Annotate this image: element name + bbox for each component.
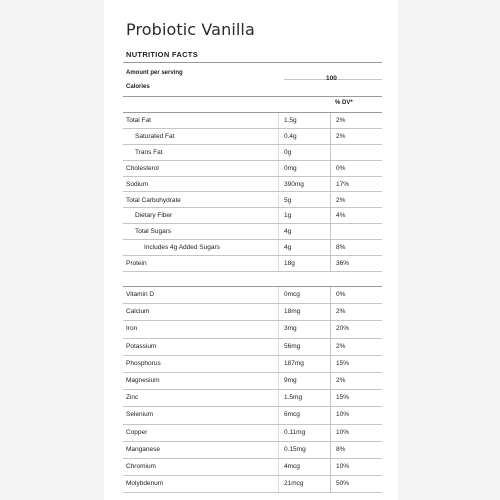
nutrient-name: Selenium [126, 411, 154, 419]
divider [123, 62, 382, 63]
column-divider [278, 356, 279, 373]
nutrient-amount: 187mg [284, 359, 304, 367]
column-divider [278, 390, 279, 407]
nutrient-row [123, 407, 382, 424]
nutrient-name: Copper [126, 428, 148, 436]
column-divider [278, 459, 279, 476]
nutrient-name: Saturated Fat [135, 132, 175, 140]
nutrient-name: Calcium [126, 308, 150, 316]
nutrient-amount: 1.5mg [284, 394, 303, 402]
column-divider [278, 161, 279, 177]
nutrient-amount: 21mcg [284, 480, 304, 488]
nutrient-amount: 4mcg [284, 463, 300, 470]
calories-value: 100 [326, 75, 337, 82]
nutrient-row [123, 177, 382, 193]
column-divider [330, 356, 331, 373]
column-divider [330, 287, 331, 304]
nutrient-daily-value: 8% [336, 445, 346, 453]
nutrient-daily-value: 2% [336, 377, 346, 384]
nutrient-amount: 0.15mg [284, 445, 306, 453]
nutrient-name: Iron [126, 325, 138, 333]
row-divider [123, 492, 382, 493]
nutrient-daily-value: 10% [336, 428, 350, 436]
column-divider [278, 145, 279, 161]
column-divider [330, 321, 331, 338]
nutrient-row [123, 356, 382, 373]
column-divider [330, 193, 331, 209]
nutrition-facts-heading: NUTRITION FACTS [126, 50, 198, 59]
nutrient-name: Magnesium [126, 377, 160, 384]
column-divider [330, 304, 331, 321]
nutrient-daily-value: 15% [336, 359, 350, 367]
column-divider [278, 208, 279, 224]
nutrient-daily-value: 0% [336, 291, 346, 298]
nutrient-amount: 3mg [284, 325, 297, 333]
column-divider [278, 129, 279, 145]
nutrient-daily-value: 2% [336, 308, 346, 316]
nutrient-name: Sodium [126, 180, 149, 188]
nutrient-amount: 0g [284, 148, 292, 156]
product-title: Probiotic Vanilla [126, 20, 255, 39]
column-divider [278, 304, 279, 321]
nutrient-daily-value: 15% [336, 394, 350, 402]
amount-per-serving-label: Amount per serving [126, 70, 183, 76]
nutrient-name: Cholesterol [126, 164, 159, 172]
nutrient-name: Phosphorus [126, 359, 161, 367]
nutrient-daily-value: 10% [336, 463, 350, 470]
nutrient-row [123, 304, 382, 321]
daily-value-header: % DV* [335, 100, 353, 106]
nutrient-daily-value: 2% [336, 342, 346, 350]
column-divider [278, 240, 279, 256]
column-divider [278, 442, 279, 459]
nutrient-amount: 56mg [284, 342, 301, 350]
column-divider [330, 390, 331, 407]
column-divider [330, 177, 331, 193]
column-divider [330, 442, 331, 459]
column-divider [278, 339, 279, 356]
nutrient-row [123, 145, 382, 161]
nutrient-daily-value: 2% [336, 196, 346, 204]
column-divider [330, 208, 331, 224]
column-divider [278, 373, 279, 390]
nutrient-daily-value: 4% [336, 212, 346, 220]
nutrient-amount: 4g [284, 244, 292, 252]
column-divider [330, 425, 331, 442]
column-divider [278, 224, 279, 240]
nutrient-row [123, 161, 382, 177]
nutrient-name: Manganese [126, 445, 160, 453]
nutrient-name: Total Carbohydrate [126, 196, 181, 204]
nutrient-amount: 4g [284, 228, 292, 236]
column-divider [330, 113, 331, 129]
nutrient-amount: 9mg [284, 377, 297, 384]
nutrient-name: Dietary Fiber [135, 212, 173, 220]
column-divider [330, 459, 331, 476]
nutrient-row [123, 442, 382, 459]
nutrient-row [123, 193, 382, 209]
nutrient-amount: 5g [284, 196, 292, 204]
nutrient-daily-value: 2% [336, 132, 346, 140]
nutrient-daily-value: 10% [336, 411, 350, 419]
column-divider [330, 240, 331, 256]
nutrient-name: Vitamin D [126, 291, 155, 298]
column-divider [278, 256, 279, 272]
nutrient-row [123, 425, 382, 442]
nutrient-amount: 1.5g [284, 117, 297, 124]
nutrient-amount: 0.11mg [284, 428, 306, 436]
nutrient-row [123, 240, 382, 256]
nutrient-daily-value: 2% [336, 117, 346, 124]
nutrient-amount: 0.4g [284, 132, 297, 140]
nutrient-amount: 1g [284, 212, 292, 220]
nutrient-amount: 18g [284, 260, 295, 268]
nutrient-row [123, 390, 382, 407]
column-divider [330, 476, 331, 493]
column-divider [330, 339, 331, 356]
column-divider [278, 287, 279, 304]
nutrient-name: Includes 4g Added Sugars [144, 244, 220, 252]
nutrient-daily-value: 20% [336, 325, 350, 333]
nutrient-row [123, 321, 382, 338]
nutrient-row [123, 459, 382, 476]
column-divider [278, 476, 279, 493]
column-divider [278, 193, 279, 209]
column-divider [330, 161, 331, 177]
nutrient-row [123, 476, 382, 493]
column-divider [330, 373, 331, 390]
nutrient-amount: 18mg [284, 308, 301, 316]
nutrient-row [123, 339, 382, 356]
nutrient-amount: 0mg [284, 164, 297, 172]
column-divider [278, 425, 279, 442]
nutrient-daily-value: 0% [336, 164, 346, 172]
column-divider [278, 321, 279, 338]
column-divider [330, 129, 331, 145]
nutrient-row [123, 208, 382, 224]
nutrient-row [123, 129, 382, 145]
nutrient-row [123, 113, 382, 129]
nutrient-name: Chromium [126, 463, 156, 470]
nutrient-daily-value: 8% [336, 244, 346, 252]
nutrient-name: Trans Fat [135, 148, 163, 156]
nutrient-name: Potassium [126, 342, 157, 350]
nutrient-daily-value: 17% [336, 180, 350, 188]
nutrient-row [123, 373, 382, 390]
nutrient-amount: 390mg [284, 180, 304, 188]
column-divider [278, 113, 279, 129]
column-divider [330, 145, 331, 161]
column-divider [330, 256, 331, 272]
nutrient-name: Molybdenum [126, 480, 164, 488]
nutrient-name: Total Sugars [135, 228, 172, 236]
calories-label: Calories [126, 84, 150, 90]
column-divider [330, 407, 331, 424]
nutrient-name: Total Fat [126, 117, 151, 124]
nutrient-name: Protein [126, 260, 147, 268]
divider [123, 96, 382, 97]
row-divider [123, 271, 382, 272]
nutrient-daily-value: 36% [336, 260, 350, 268]
column-divider [278, 407, 279, 424]
nutrient-row [123, 256, 382, 272]
nutrient-row [123, 287, 382, 304]
nutrient-daily-value: 50% [336, 480, 350, 488]
nutrient-name: Zinc [126, 394, 139, 402]
nutrient-amount: 6mcg [284, 411, 300, 419]
column-divider [330, 224, 331, 240]
nutrient-amount: 0mcg [284, 291, 300, 298]
column-divider [278, 177, 279, 193]
nutrient-row [123, 224, 382, 240]
